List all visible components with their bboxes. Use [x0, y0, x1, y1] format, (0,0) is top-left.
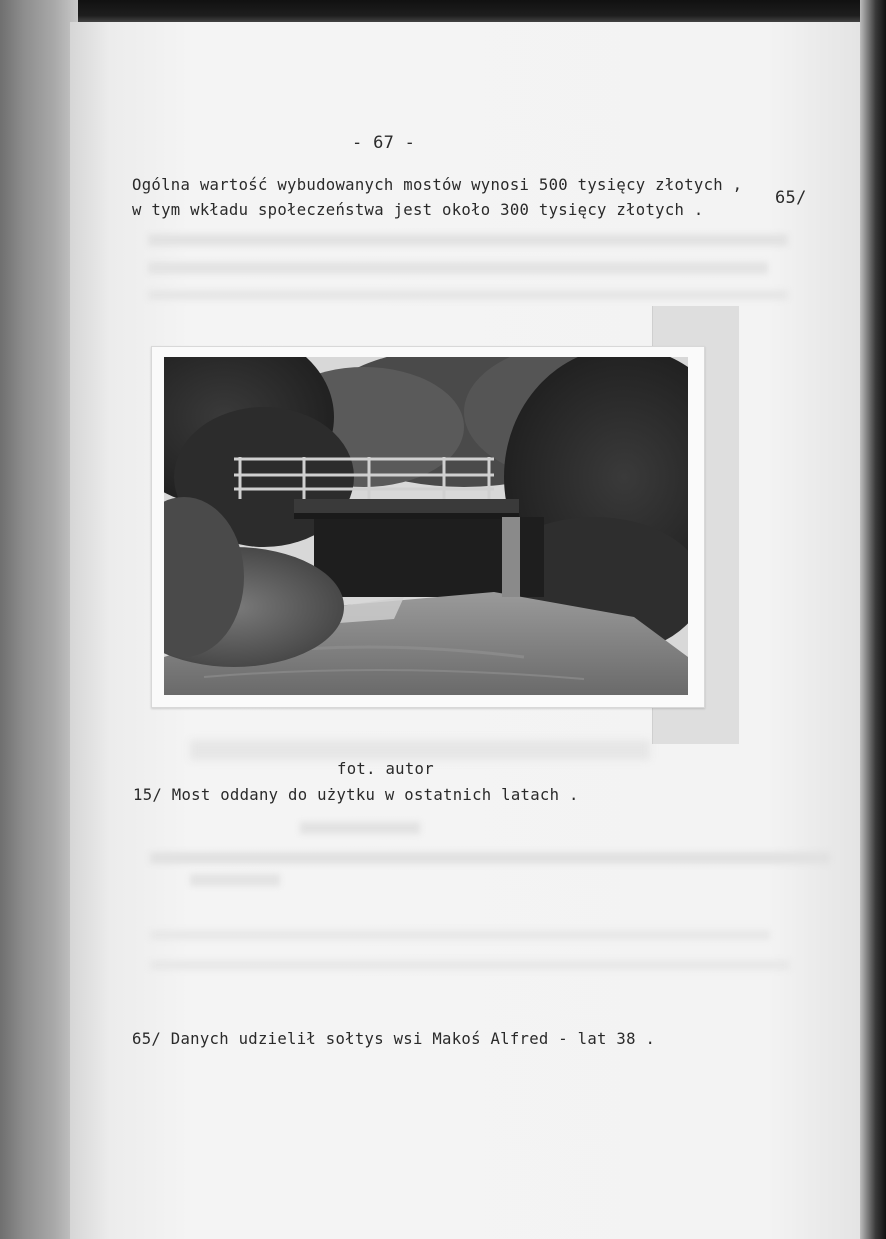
page-number: - 67 - — [352, 133, 416, 153]
paragraph-line-2: w tym wkładu społeczeństwa jest około 300 tysięcy złotych . — [132, 201, 704, 219]
book-spine-shadow — [0, 0, 78, 1239]
bridge-photo — [164, 357, 688, 695]
bridge-photo-image — [164, 357, 688, 695]
paragraph-line-1: Ogólna wartość wybudowanych mostów wynosi 500 tysięcy złotych , — [132, 176, 743, 194]
photo-frame — [151, 346, 705, 708]
photo-credit: fot. autor — [337, 760, 434, 778]
photo-caption: 15/ Most oddany do użytku w ostatnich latach . — [133, 786, 579, 804]
footnote-reference: 65/ — [775, 188, 807, 208]
scan-right-edge — [860, 0, 886, 1239]
footnote-text: 65/ Danych udzielił sołtys wsi Makoś Alfred - lat 38 . — [132, 1030, 656, 1048]
